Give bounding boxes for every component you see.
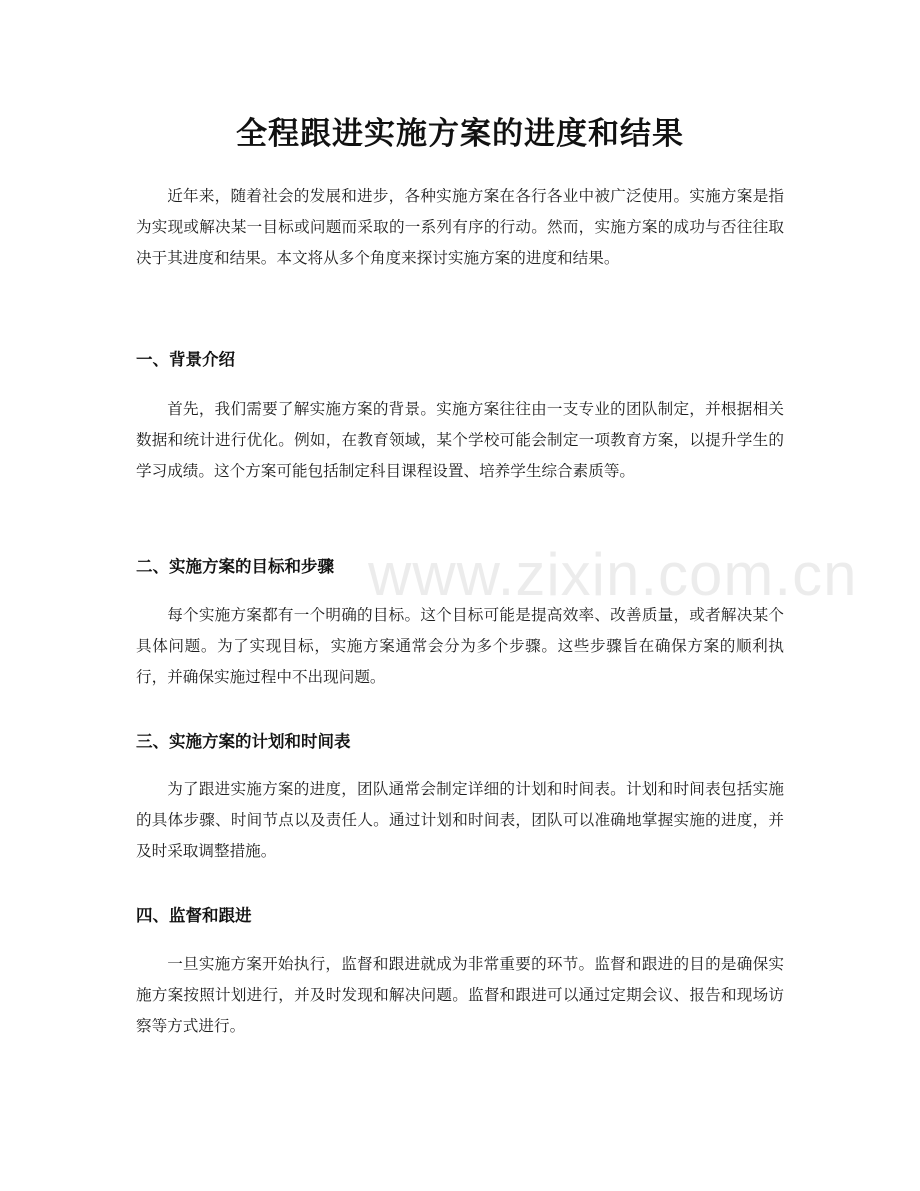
intro-paragraph: 近年来，随着社会的发展和进步，各种实施方案在各行各业中被广泛使用。实施方案是指为实现或解决某一目标或问题而采取的一系列有序的行动。然而，实施方案的成功与否往往取决于其进度和结果。本文将从多个角度来探讨实施方案的进度和结果。 bbox=[136, 187, 784, 267]
document-title: 全程跟进实施方案的进度和结果 bbox=[236, 116, 684, 152]
section-body-goals-steps: 每个实施方案都有一个明确的目标。这个目标可能是提高效率、改善质量，或者解决某个具体问题。为了实现目标，实施方案通常会分为多个步骤。这些步骤旨在确保方案的顺利执行，并确保实施过程中不出现问题。 bbox=[136, 606, 784, 686]
section-heading-goals-steps: 二、实施方案的目标和步骤 bbox=[136, 557, 334, 576]
watermark-text: www.zixin.com.cn bbox=[368, 541, 858, 608]
section-heading-supervision: 四、监督和跟进 bbox=[136, 906, 252, 925]
section-body-plan-schedule: 为了跟进实施方案的进度，团队通常会制定详细的计划和时间表。计划和时间表包括实施的具体步骤、时间节点以及责任人。通过计划和时间表，团队可以准确地掌握实施的进度，并及时采取调整措施。 bbox=[136, 780, 784, 860]
section-body-supervision: 一旦实施方案开始执行，监督和跟进就成为非常重要的环节。监督和跟进的目的是确保实施方案按照计划进行，并及时发现和解决问题。监督和跟进可以通过定期会议、报告和现场访察等方式进行。 bbox=[136, 955, 784, 1035]
section-body-background: 首先，我们需要了解实施方案的背景。实施方案往往由一支专业的团队制定，并根据相关数据和统计进行优化。例如，在教育领域，某个学校可能会制定一项教育方案，以提升学生的学习成绩。这个方案可能包括制定科目课程设置、培养学生综合素质等。 bbox=[136, 400, 784, 480]
section-heading-background: 一、背景介绍 bbox=[136, 350, 235, 369]
section-heading-plan-schedule: 三、实施方案的计划和时间表 bbox=[136, 732, 351, 751]
